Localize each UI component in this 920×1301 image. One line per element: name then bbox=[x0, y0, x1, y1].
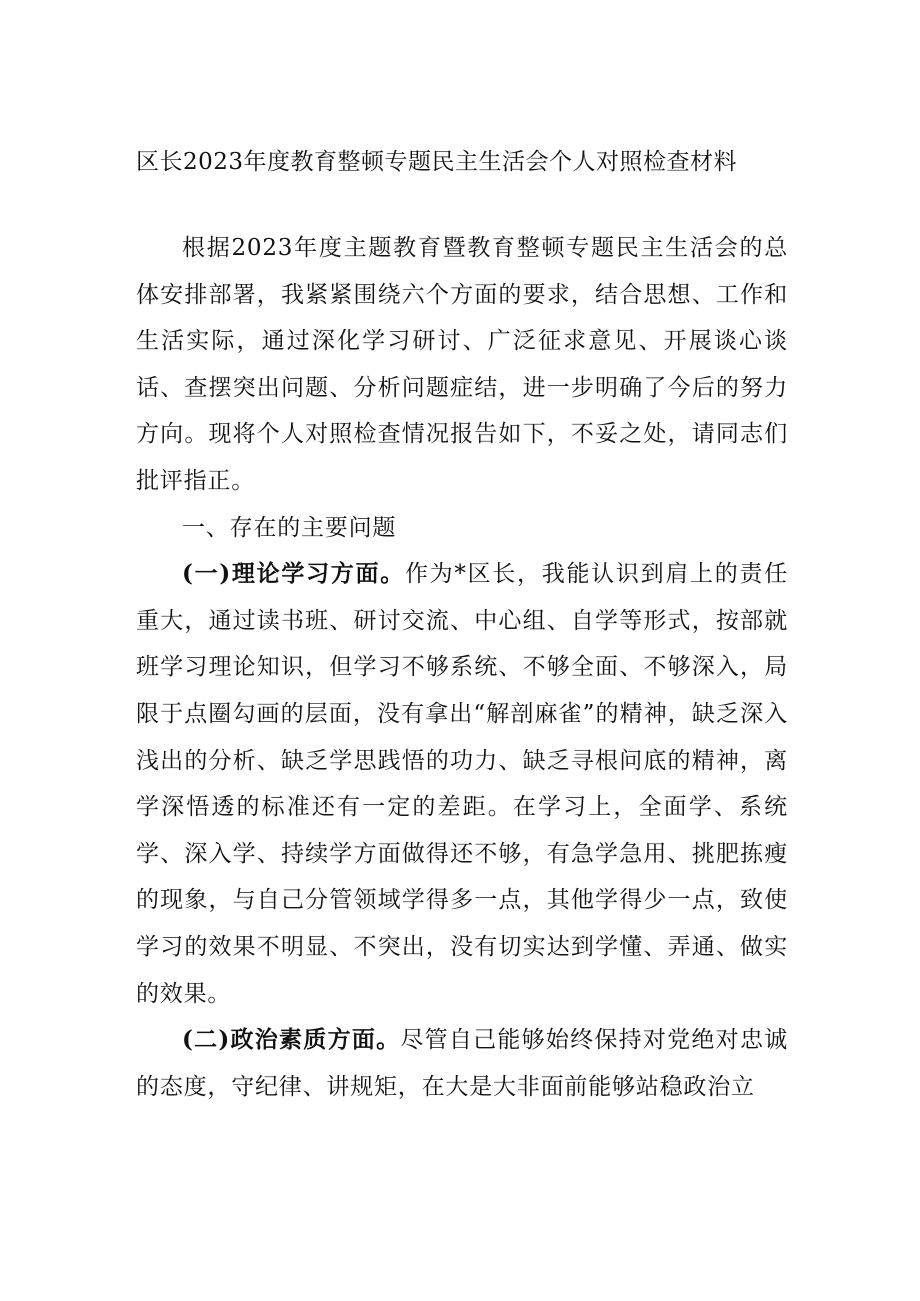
document-body bbox=[136, 225, 788, 1110]
item-political-quality-lead: (二)政治素质方面。 bbox=[182, 1026, 401, 1054]
document-title: 区长2023年度教育整顿专题民主生活会个人对照检查材料 bbox=[136, 149, 738, 175]
intro-paragraph: 根据2023年度主题教育暨教育整顿专题民主生活会的总体安排部署，我紧紧围绕六个方面的要求，结合思想、工作和生活实际，通过深化学习研讨、广泛征求意见、开展谈心谈话、查摆突出问题、分析问题症结，进一步明确了今后的努力方向。现将个人对照检查情况报告如下，不妥之处，请同志们批评指正。 bbox=[136, 235, 788, 494]
item-political-quality-text: 尽管自己能够始终保持对党绝对忠诚的态度，守纪律、讲规矩，在大是大非面前能够站稳政治立 bbox=[136, 1027, 788, 1100]
section-heading-main-problems: 一、存在的主要问题 bbox=[182, 514, 397, 541]
item-theory-study-lead: (一)理论学习方面。 bbox=[182, 560, 405, 588]
item-theory-study-paragraph bbox=[136, 551, 788, 1017]
item-theory-study-text: 作为*区长，我能认识到肩上的责任重大，通过读书班、研讨交流、中心组、自学等形式，按部就班学习理论知识，但学习不够系统、不够全面、不够深入，局限于点圈勾画的层面，没有拿出“解剖麻雀”的精神，缺乏深入浅出的分析、缺乏学思践悟的功力、缺乏寻根问底的精神，离学深悟透的标准还有一定的差距。在学习上，全面学、系统学、深入学、持续学方面做得还不够，有急学急用、挑肥拣瘦的现象，与自己分管领域学得多一点，其他学得少一点，致使学习的效果不明显、不突出，没有切实达到学懂、弄通、做实的效果。 bbox=[136, 561, 788, 1007]
item-political-quality-paragraph bbox=[136, 1017, 788, 1110]
